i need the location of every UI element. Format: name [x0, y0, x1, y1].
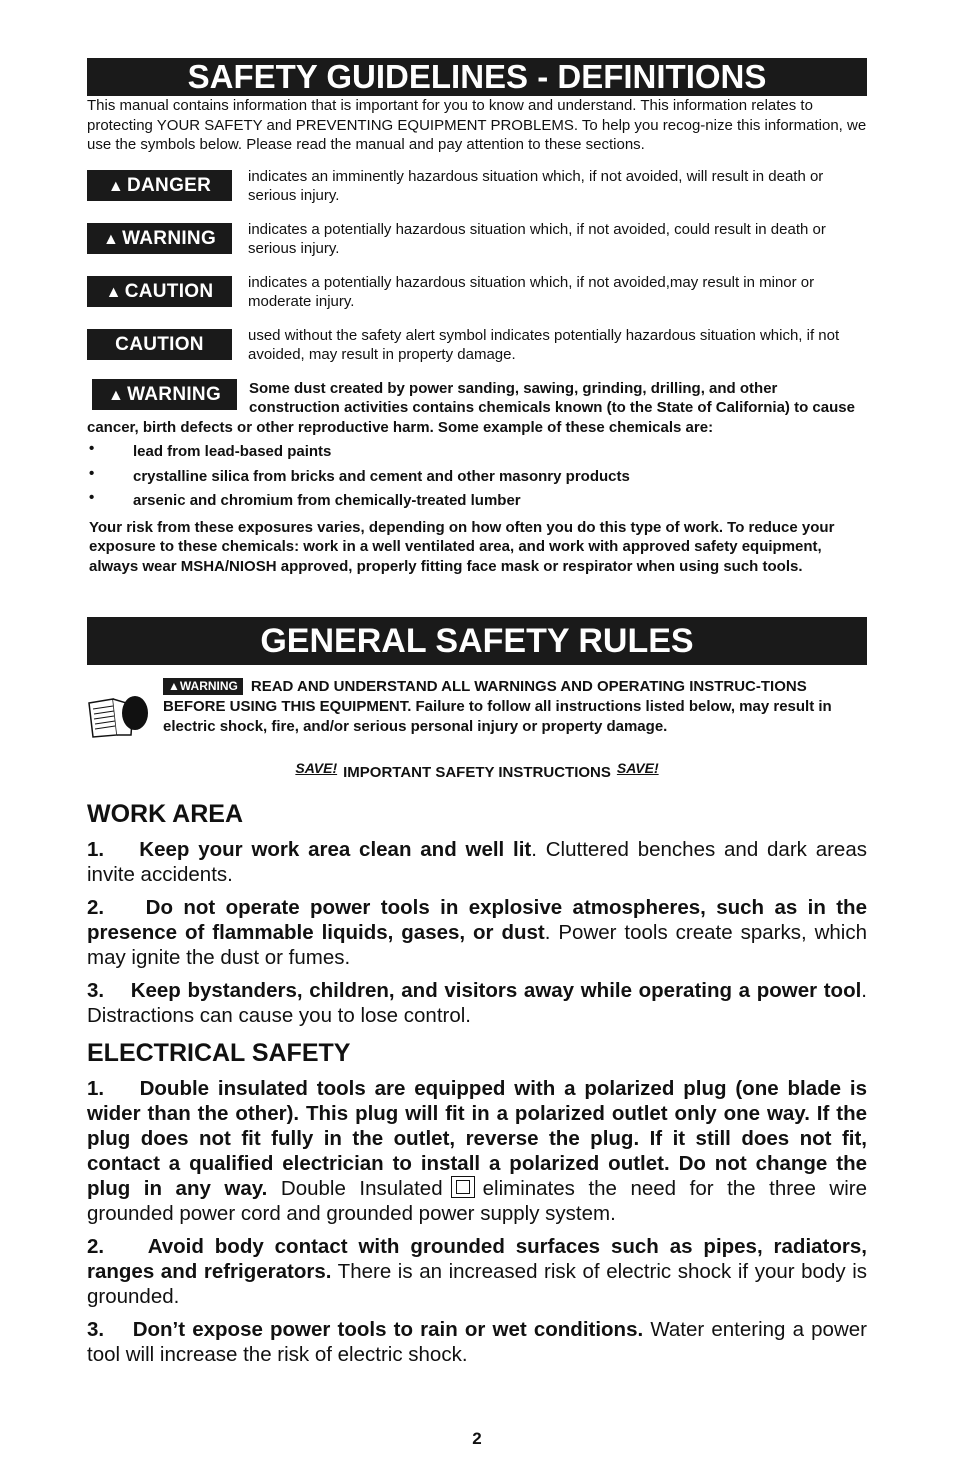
bullet-icon: •: [89, 489, 95, 506]
bullet-icon: •: [89, 440, 95, 457]
warning-badge: ▲ WARNING: [92, 379, 237, 410]
important-instructions: IMPORTANT SAFETY INSTRUCTIONS: [343, 764, 611, 781]
definition-text: indicates a potentially hazardous situation which, if not avoided, could result in death or serious injury.: [248, 220, 826, 257]
important-instructions-line: [87, 760, 867, 781]
work-area-rule-3: 3. Keep bystanders, children, and visitors away while operating a power tool. Distractions can cause you to lose control.: [87, 979, 867, 1027]
caution-badge: ▲ CAUTION: [87, 276, 232, 307]
work-area-rule-1: 1. Keep your work area clean and well lit. Cluttered benches and dark areas invite accidents.: [87, 838, 867, 886]
list-item: • arsenic and chromium from chemically-treated lumber: [87, 489, 867, 514]
prop65-text: Some dust created by power sanding, sawing, grinding, drilling, and other construction activities contains chemicals known (to the State of California) to cause cancer, birth defects or other reproductive harm. Some example of these chemicals are:: [87, 379, 855, 436]
danger-badge: ▲ DANGER: [87, 170, 232, 201]
caution-badge-plain: CAUTION: [87, 329, 232, 360]
read-warning-text: READ AND UNDERSTAND ALL WARNINGS AND OPERATING INSTRUC-TIONS BEFORE USING THIS EQUIPMENT. Failure to follow all instructions listed below, may result in electric shock, fire, and/or serious personal injury or property damage.: [163, 678, 832, 735]
definition-text: indicates an imminently hazardous situation which, if not avoided, will result in death or serious injury.: [248, 167, 824, 204]
exposure-risk-text: Your risk from these exposures varies, depending on how often you do this type of work. To reduce your exposure to these chemicals: work in a well ventilated area, and work with approved safety equipment, always wear MSHA/NIOSH approved, properly fitting face mask or respirator when using such tools.: [89, 518, 835, 575]
work-area-heading: WORK AREA: [87, 800, 244, 828]
list-item: • lead from lead-based paints: [87, 440, 867, 465]
definitions-title: SAFETY GUIDELINES - DEFINITIONS: [87, 58, 867, 96]
double-insulated-symbol-icon: [451, 1176, 475, 1198]
save-label: SAVE!: [295, 760, 338, 776]
definitions-intro: This manual contains information that is important for you to know and understand. This information relates to protecting YOUR SAFETY and PREVENTING EQUIPMENT PROBLEMS. To help you recog-nize this information, we use the symbols below. Please read the manual and pay attention to these sections.: [87, 97, 867, 153]
definition-warning: [87, 220, 867, 259]
definition-caution: [87, 273, 867, 312]
chemical-list: [87, 440, 867, 514]
electrical-rule-2: 2. Avoid body contact with grounded surfaces such as pipes, radiators, ranges and refrigerators. There is an increased risk of electric shock if your body is grounded.: [87, 1235, 867, 1308]
page-number: 2: [472, 1429, 482, 1448]
bullet-icon: •: [89, 464, 95, 482]
alert-triangle-icon: ▲: [105, 283, 122, 301]
prop65-warning: [87, 379, 867, 438]
alert-triangle-icon: ▲: [107, 386, 125, 404]
warning-badge-small: ▲WARNING: [163, 678, 243, 695]
definition-danger: [87, 167, 867, 206]
work-area-rule-2: 2. Do not operate power tools in explosive atmospheres, such as in the presence of flammable liquids, gases, or dust. Power tools create sparks, which may ignite the dust or fumes.: [87, 896, 868, 969]
page: [87, 58, 867, 1375]
definition-text: used without the safety alert symbol indicates potentially hazardous situation which, if not avoided, may result in property damage.: [248, 326, 840, 363]
alert-triangle-icon: ▲: [107, 177, 124, 195]
definition-text: indicates a potentially hazardous situation which, if not avoided,may result in minor or moderate injury.: [248, 273, 815, 310]
electrical-rule-1: 1. Double insulated tools are equipped with a polarized plug (one blade is wider than the other). This plug will fit in a polarized outlet only one way. If the plug does not fit fully in the outlet, reverse the plug. If it still does not fit, contact a qualified electrician to install a polarized outlet. Do not change the plug in any way. Double Insulated eliminates the need for the three wire grounded power cord and grounded power supply system.: [87, 1077, 867, 1225]
warning-badge: ▲ WARNING: [87, 223, 232, 254]
definition-caution-no-symbol: [87, 326, 867, 365]
read-manual-warning: [87, 677, 867, 757]
electrical-rule-3: 3. Don’t expose power tools to rain or wet conditions. Water entering a power tool will increase the risk of electric shock.: [87, 1318, 867, 1366]
save-label: SAVE!: [616, 760, 659, 776]
electrical-safety-heading: ELECTRICAL SAFETY: [87, 1039, 351, 1067]
alert-triangle-icon: ▲: [102, 230, 120, 248]
list-item: • crystalline silica from bricks and cement and other masonry products: [87, 465, 867, 490]
read-manual-icon: [87, 689, 149, 739]
general-safety-title: GENERAL SAFETY RULES: [87, 617, 867, 665]
